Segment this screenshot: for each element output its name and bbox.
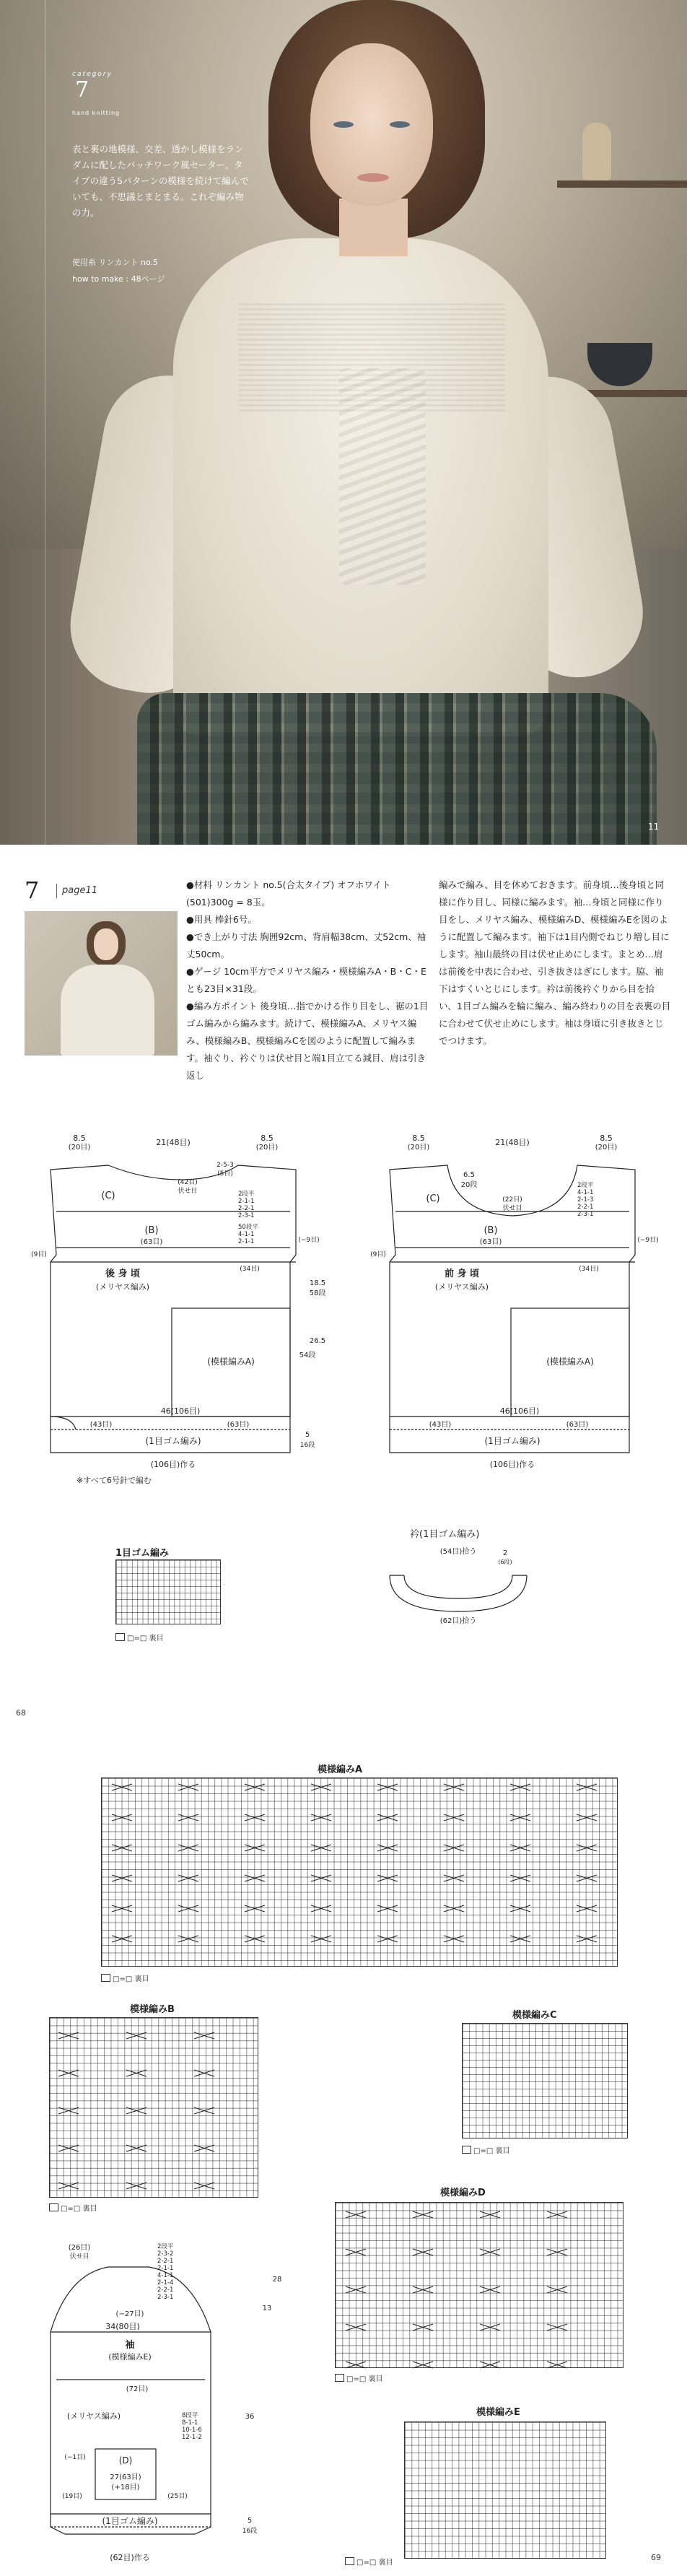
cable-cross-symbol <box>126 2107 146 2114</box>
legend-box <box>115 1633 125 1641</box>
front-subtitle: (メリヤス編み) <box>434 1282 489 1292</box>
front-neck-width: 21(48目) <box>495 1138 530 1147</box>
back-section-b: (B) <box>144 1225 159 1236</box>
cable-cross-symbol <box>480 2211 500 2218</box>
cable-cross-symbol <box>311 1814 331 1821</box>
cable-cross-symbol <box>547 2324 567 2331</box>
sleeve-minus27: (−27目) <box>115 2310 144 2318</box>
cable-cross-symbol <box>480 2362 500 2368</box>
pattern-number: 7 <box>25 876 40 904</box>
cable-cross-symbol <box>311 1845 331 1851</box>
back-shoulder-l: 8.5 <box>73 1133 86 1143</box>
back-armhole-shaping-3: 2-2-1 <box>238 1205 255 1212</box>
page-number: 69 <box>651 2553 661 2562</box>
back-shoulder-r-sts: (20目) <box>255 1144 279 1152</box>
cable-cross-symbol <box>311 1936 331 1942</box>
cable-cross-symbol <box>444 1936 464 1942</box>
cable-cross-symbol <box>547 2211 567 2218</box>
back-title: 後 身 頃 <box>105 1269 141 1279</box>
sleeve-inc-3: 10-1-6 <box>182 2427 202 2434</box>
sleeve-width-34: 34(80目) <box>105 2322 140 2331</box>
thumbnail-photo <box>25 911 178 1056</box>
front-shoulder-l: 8.5 <box>412 1133 425 1143</box>
cable-cross-symbol <box>377 1845 398 1851</box>
chart-c-title: 模様編みC <box>512 2010 557 2021</box>
cable-cross-symbol <box>547 2286 567 2293</box>
sleeve-cap-5: 4-1-1 <box>157 2272 174 2279</box>
cable-cross-symbol <box>510 1814 530 1821</box>
sleeve-sts-25: (25目) <box>167 2493 188 2500</box>
sleeve-h-16: 16段 <box>242 2528 258 2535</box>
cable-cross-symbol <box>178 1845 198 1851</box>
back-pattern-a: (模様編みA) <box>207 1357 255 1367</box>
cable-cross-symbol <box>112 1814 132 1821</box>
cable-cross-symbol <box>178 1905 198 1912</box>
cable-cross-symbol <box>480 2249 500 2255</box>
legend-box <box>345 2557 354 2565</box>
legend-box <box>101 1974 110 1982</box>
cable-cross-symbol <box>377 1936 398 1942</box>
cable-cross-symbol <box>126 2145 146 2151</box>
sleeve-section-d: (D) <box>118 2455 133 2466</box>
cable-cross-symbol <box>444 1845 464 1851</box>
method-text-cont: 編みで編み、目を休めておきます。前身頃…後身頃と同様に作り目し、同様に編みます。袖…身頃と同様に作り目をし、メリヤス編み、模様編みD、模様編みEを図のように配置して編みます。袖下は1目内側でねじり増し目にします。袖山最終の目は伏せ止めにします。まとめ…肩は前後を中表に合わせ、引き抜きはぎにします。脇、袖下はすくいとじにします。衿は前後衿ぐりから目を拾い、1目ゴム編みを輪に編み、編み終わりの目を表裏の目に合わせて伏せ止めにします。袖は身頃に引き抜きとじでつけます。 <box>439 879 671 1046</box>
chart-b-grid <box>49 2017 258 2198</box>
back-shoulder-r: 8.5 <box>261 1133 274 1143</box>
cable-cross-symbol <box>377 1905 398 1912</box>
cable-cross-symbol <box>510 1875 530 1881</box>
instructions-column-1 <box>186 876 432 1084</box>
chart-d-legend: □=□ 裏目 <box>335 2372 382 2383</box>
cable-cross-symbol <box>577 1814 597 1821</box>
back-side-9: (9目) <box>31 1251 47 1258</box>
model-lips <box>357 173 389 182</box>
cable-cross-symbol <box>112 1875 132 1881</box>
cable-cross-symbol <box>577 1875 597 1881</box>
sleeve-cast-on: (62目)作る <box>110 2553 150 2562</box>
needle-note: ※すべて6号針で編む <box>76 1476 152 1485</box>
chart-e-title: 模様編みE <box>476 2407 520 2418</box>
cable-cross-symbol <box>377 1875 398 1881</box>
cable-cross-symbol <box>194 2107 214 2114</box>
back-armhole-shaping-2: 2-1-1 <box>238 1198 255 1205</box>
sleeve-h-28: 28 <box>272 2276 282 2284</box>
shelf <box>557 180 687 188</box>
collar-bottom: (62目)拾う <box>439 1617 477 1625</box>
cable-cross-symbol <box>58 2107 79 2114</box>
instruction-page <box>0 845 687 1740</box>
front-neck-shaping-3: 2-1-3 <box>577 1196 594 1204</box>
chart-b-legend: □=□ 裏目 <box>49 2202 97 2213</box>
chart-d-symbols <box>336 2203 624 2369</box>
back-neck-shaping: 2-5-3 <box>216 1162 234 1169</box>
sleeve-inc-1: 8段平 <box>182 2412 198 2419</box>
front-neck-shaping-1: 2段平 <box>577 1182 594 1189</box>
front-neck-rows: 20段 <box>460 1181 478 1189</box>
front-section-b-sts: (63目) <box>479 1238 502 1246</box>
model-neck <box>339 199 408 256</box>
back-minus9: (−9目) <box>298 1237 320 1244</box>
model-eye <box>390 121 410 128</box>
back-neck-shaping-rows: (5目) <box>217 1170 233 1178</box>
chart-d-grid <box>335 2202 623 2368</box>
sleeve-cap-3: 2-2-1 <box>157 2258 174 2265</box>
page-number: 11 <box>648 822 660 832</box>
cable-cross-symbol <box>510 1936 530 1942</box>
model-eye <box>333 121 354 128</box>
front-section-c: (C) <box>426 1193 440 1204</box>
front-neck-shaping-5: 2-3-1 <box>577 1211 594 1218</box>
front-neck-bind: 伏せ目 <box>502 1205 522 1212</box>
back-rib: (1目ゴム編み) <box>145 1436 201 1446</box>
divider <box>56 884 57 898</box>
chart-b-symbols <box>50 2018 259 2198</box>
cable-cross-symbol <box>58 2070 79 2076</box>
front-width-46: 46(106目) <box>499 1406 540 1416</box>
back-armhole-rows-2: 4-1-1 <box>238 1231 255 1238</box>
back-armhole-rows-3: 2-1-1 <box>238 1238 255 1245</box>
cable-cross-symbol <box>413 2324 433 2331</box>
cable-cross-symbol <box>444 1784 464 1790</box>
sweater-cable-pattern <box>339 368 426 585</box>
instructions-column-2 <box>439 876 671 1050</box>
vase <box>582 123 611 180</box>
sleeve-inc-2: 8-1-1 <box>182 2419 198 2427</box>
back-h-54: 54段 <box>299 1352 316 1359</box>
back-cast-on: (106目)作る <box>150 1460 196 1469</box>
front-armhole-bind: (34目) <box>579 1266 599 1273</box>
back-width-46: 46(106目) <box>160 1406 201 1416</box>
chart-a-grid <box>101 1777 618 1967</box>
front-sts-63: (63目) <box>566 1421 589 1429</box>
cable-cross-symbol <box>413 2211 433 2218</box>
cable-cross-symbol <box>126 2183 146 2189</box>
cable-cross-symbol <box>112 1784 132 1790</box>
cable-cross-symbol <box>346 2211 366 2218</box>
back-neck-bind: 伏せ目 <box>178 1188 198 1195</box>
sleeve-subtitle: (模様編みE) <box>108 2352 152 2362</box>
gauge-text: ●ゲージ 10cm平方でメリヤス編み・模様編みA・B・C・E とも23目×31段。 <box>186 966 426 994</box>
cable-cross-symbol <box>58 2145 79 2151</box>
front-rib: (1目ゴム編み) <box>484 1436 541 1446</box>
cable-cross-symbol <box>245 1936 265 1942</box>
front-neck-shaping-2: 4-1-1 <box>577 1189 594 1196</box>
front-cast-on: (106目)作る <box>489 1460 535 1469</box>
cable-cross-symbol <box>178 1784 198 1790</box>
sleeve-inc-4: 12-1-2 <box>182 2434 202 2441</box>
category-label: category <box>72 71 113 78</box>
cable-cross-symbol <box>245 1814 265 1821</box>
cable-cross-symbol <box>480 2286 500 2293</box>
sleeve-sts-72: (72目) <box>126 2385 149 2393</box>
front-shoulder-r: 8.5 <box>600 1133 613 1143</box>
back-h-16: 16段 <box>299 1442 315 1449</box>
chart-page <box>0 1740 687 2576</box>
method-text: ●編み方ポイント 後身頃…指でかける作り目をし、裾の1目ゴム編みから編みます。続けて、模様編みA、メリヤス編み、模様編みB、模様編みCを図のように配置して編みます。袖ぐり、衿ぐりは伏せ目と端1目立てる減目、肩は引き返し <box>186 1001 429 1081</box>
back-neck-width: 21(48目) <box>156 1138 191 1147</box>
category-subtitle: hand knitting <box>72 110 121 116</box>
sleeve-h-5: 5 <box>247 2517 253 2525</box>
cable-cross-symbol <box>510 1845 530 1851</box>
chart-e-grid <box>404 2421 606 2559</box>
legend-box <box>462 2146 471 2154</box>
back-section-b-sts: (63目) <box>140 1238 163 1246</box>
tools-text: ●用具 棒針6号。 <box>186 914 257 925</box>
page-number: 68 <box>16 1708 26 1718</box>
cable-cross-symbol <box>194 2070 214 2076</box>
front-title: 前 身 頃 <box>444 1269 480 1279</box>
cable-cross-symbol <box>510 1905 530 1912</box>
back-neck-sts: (42目) <box>178 1179 198 1186</box>
sleeve-minus1: (−1目) <box>64 2454 86 2461</box>
chart-a-title: 模様編みA <box>318 1765 363 1775</box>
back-shoulder-l-sts: (20目) <box>68 1144 91 1152</box>
legend-box <box>49 2203 58 2211</box>
back-armhole-shaping-4: 2-3-1 <box>238 1212 255 1219</box>
pattern-description: 表と裏の地模様、交差、透かし模様をランダムに配したパッチワーク風セーター。タイプの違う5パターンの模様を続けて編んでいても、不思議とまとまる。これぞ編み物の力。 <box>72 144 249 218</box>
collar-diagram <box>375 1539 541 1626</box>
cable-cross-symbol <box>577 1784 597 1790</box>
cable-cross-symbol <box>346 2249 366 2255</box>
cable-cross-symbol <box>112 1845 132 1851</box>
front-shoulder-r-sts: (20目) <box>595 1144 618 1152</box>
sleeve-h-13: 13 <box>262 2305 272 2312</box>
collar-top: (54目)拾う <box>439 1548 477 1556</box>
finished-size-text: ●でき上がり寸法 胸囲92cm、背肩幅38cm、丈52cm、袖丈50cm。 <box>186 931 426 960</box>
front-section-b: (B) <box>483 1225 498 1236</box>
cable-cross-symbol <box>245 1784 265 1790</box>
how-to-make-ref[interactable]: how to make : 48ページ <box>72 274 165 284</box>
cable-cross-symbol <box>178 1814 198 1821</box>
front-side-9: (9目) <box>370 1251 386 1258</box>
sleeve-top-sts: (26目) <box>68 2244 91 2252</box>
front-pattern-a: (模様編みA) <box>546 1357 594 1367</box>
rib-chart-legend: □=□ 裏目 <box>115 1632 163 1642</box>
sleeve-title: 袖 <box>125 2340 135 2351</box>
cable-cross-symbol <box>311 1784 331 1790</box>
cable-cross-symbol <box>444 1905 464 1912</box>
cable-cross-symbol <box>178 1875 198 1881</box>
chart-a-symbols <box>102 1778 618 1967</box>
sleeve-d-sts: 27(63目) <box>110 2473 141 2481</box>
cable-cross-symbol <box>413 2362 433 2368</box>
cable-cross-symbol <box>126 2032 146 2039</box>
photo-page <box>0 0 687 845</box>
pattern-number: 7 <box>75 77 89 103</box>
back-armhole-rows-1: 50段平 <box>238 1224 258 1231</box>
chart-c-legend: □=□ 裏目 <box>462 2144 509 2155</box>
back-body-schematic <box>22 1126 332 1473</box>
chart-a-legend: □=□ 裏目 <box>101 1972 149 1983</box>
sleeve-meriyasu: (メリヤス編み) <box>66 2411 121 2421</box>
sleeve-schematic <box>22 2238 310 2570</box>
cable-cross-symbol <box>112 1905 132 1912</box>
cable-cross-symbol <box>413 2286 433 2293</box>
sleeve-cap-2: 2-3-2 <box>157 2250 174 2258</box>
back-sts-43: (43目) <box>89 1421 113 1429</box>
chart-d-title: 模様編みD <box>440 2188 486 2198</box>
front-sts-43: (43目) <box>429 1421 452 1429</box>
sleeve-h-36: 36 <box>245 2413 255 2421</box>
model-plaid-skirt <box>137 693 660 845</box>
yarn-used: 使用糸 リンカント no.5 <box>72 258 158 267</box>
sleeve-plus18: (+18目) <box>111 2484 140 2492</box>
cable-cross-symbol <box>58 2032 79 2039</box>
cable-cross-symbol <box>311 1905 331 1912</box>
back-subtitle: (メリヤス編み) <box>95 1282 150 1292</box>
cable-cross-symbol <box>377 1814 398 1821</box>
cable-cross-symbol <box>58 2183 79 2189</box>
cable-cross-symbol <box>577 1845 597 1851</box>
chart-c-grid <box>462 2023 628 2138</box>
materials-text: ●材料 リンカント no.5(合太タイプ) オフホワイト(501)300g = 8玉。 <box>186 879 391 908</box>
page-reference[interactable]: page11 <box>62 885 98 896</box>
chart-b-title: 模様編みB <box>130 2004 175 2015</box>
sleeve-rib: (1目ゴム編み) <box>102 2516 158 2526</box>
cable-cross-symbol <box>444 1814 464 1821</box>
cable-cross-symbol <box>245 1875 265 1881</box>
sleeve-cap-4: 2-1-1 <box>157 2265 174 2272</box>
cable-cross-symbol <box>413 2249 433 2255</box>
front-shoulder-l-sts: (20目) <box>407 1144 430 1152</box>
front-neck-shaping-4: 2-2-1 <box>577 1204 594 1211</box>
back-armhole-shaping-1: 2段平 <box>238 1191 255 1198</box>
sleeve-cap-7: 2-2-1 <box>157 2286 174 2294</box>
cable-cross-symbol <box>377 1784 398 1790</box>
back-h-5: 5 <box>305 1431 310 1439</box>
cable-cross-symbol <box>577 1936 597 1942</box>
cable-cross-symbol <box>547 2249 567 2255</box>
back-armhole-bind: (34目) <box>240 1266 260 1273</box>
collar-title: 衿(1目ゴム編み) <box>410 1529 480 1540</box>
rib-chart-grid <box>115 1559 221 1624</box>
front-neck-depth: 6.5 <box>463 1171 475 1179</box>
collar-depth: 2 <box>502 1549 508 1557</box>
cable-cross-symbol <box>346 2362 366 2368</box>
cable-cross-symbol <box>245 1905 265 1912</box>
cable-cross-symbol <box>346 2286 366 2293</box>
cable-cross-symbol <box>194 2183 214 2189</box>
cable-cross-symbol <box>112 1936 132 1942</box>
cable-cross-symbol <box>346 2324 366 2331</box>
back-h-185: 18.5 <box>309 1279 326 1287</box>
chart-e-legend: □=□ 裏目 <box>345 2556 393 2567</box>
cable-cross-symbol <box>547 2362 567 2368</box>
collar-depth-rows: (6段) <box>498 1559 512 1565</box>
cable-cross-symbol <box>178 1936 198 1942</box>
legend-box <box>335 2374 344 2382</box>
back-section-c: (C) <box>101 1191 115 1201</box>
cable-cross-symbol <box>444 1875 464 1881</box>
cable-cross-symbol <box>126 2070 146 2076</box>
cable-cross-symbol <box>245 1845 265 1851</box>
back-h-58: 58段 <box>309 1289 326 1297</box>
rib-chart-title: 1目ゴム編み <box>115 1548 170 1559</box>
front-neck-mid: (22目) <box>502 1196 522 1204</box>
cable-cross-symbol <box>510 1784 530 1790</box>
cable-cross-symbol <box>577 1905 597 1912</box>
sleeve-cap-8: 2-3-1 <box>157 2294 174 2301</box>
back-sts-63: (63目) <box>227 1421 250 1429</box>
front-body-schematic <box>361 1126 671 1473</box>
front-minus9: (−9目) <box>637 1237 659 1244</box>
cable-cross-symbol <box>194 2145 214 2151</box>
sleeve-top-bind: 伏せ目 <box>69 2253 89 2260</box>
back-h-265: 26.5 <box>309 1337 326 1345</box>
cable-cross-symbol <box>480 2324 500 2331</box>
sleeve-cap-6: 2-1-4 <box>157 2279 174 2286</box>
sleeve-sts-19: (19目) <box>62 2493 82 2500</box>
sleeve-cap-1: 2段平 <box>157 2243 174 2250</box>
cable-cross-symbol <box>311 1875 331 1881</box>
cable-cross-symbol <box>194 2032 214 2039</box>
